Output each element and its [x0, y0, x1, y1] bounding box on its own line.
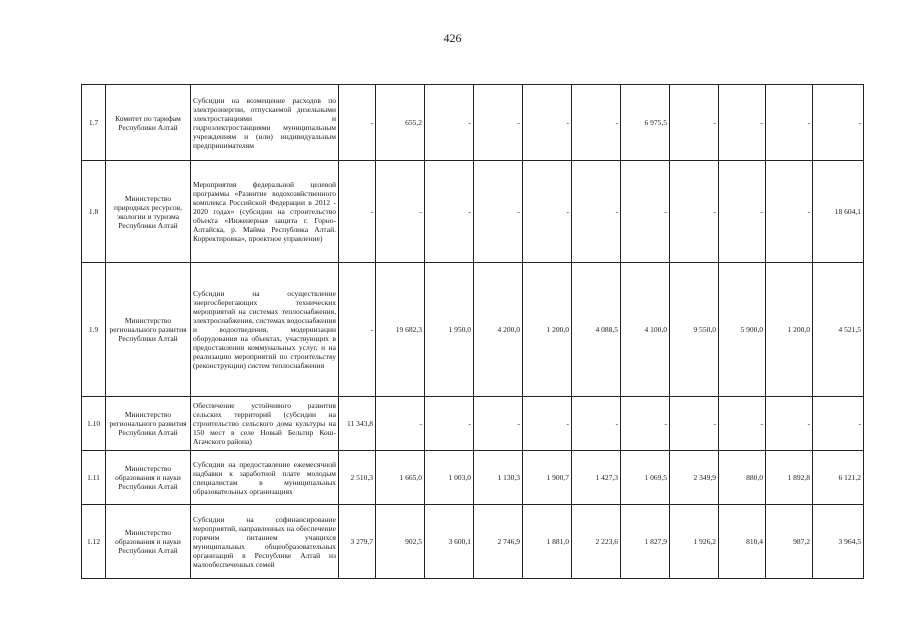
organization-cell: Министерство природных ресурсов, экологии и туризма Республики Алтай	[106, 161, 191, 263]
value-cell: 1 200,0	[766, 263, 813, 397]
value-cell: -	[766, 85, 813, 161]
value-cell: -	[474, 85, 523, 161]
value-cell: -	[339, 161, 376, 263]
description-cell: Субсидии на осуществление энергосберегающих технических мероприятий на системах теплоснабжения, электроснабжения, системах водоснабжения и водоотведения, модернизации оборудования на объектах, участвующих в предоставлении коммунальных услуг, и на реализацию мероприятий по строительству (реконструкции) систем теплоснабжения	[191, 263, 339, 397]
value-cell: -	[425, 161, 474, 263]
value-cell: 3 279,7	[339, 505, 376, 579]
value-cell: 880,0	[719, 451, 766, 505]
budget-table	[81, 84, 864, 579]
row-number: 1.7	[82, 85, 106, 161]
value-cell: 3 964,5	[813, 505, 864, 579]
table-row	[82, 85, 864, 161]
value-cell: -	[339, 263, 376, 397]
organization-cell: Министерство образования и науки Республики Алтай	[106, 451, 191, 505]
value-cell: 2 746,9	[474, 505, 523, 579]
value-cell: -	[474, 161, 523, 263]
row-number: 1.10	[82, 397, 106, 451]
value-cell: -	[719, 161, 766, 263]
value-cell: 1 003,0	[425, 451, 474, 505]
table-body	[82, 85, 864, 579]
value-cell: 1 130,3	[474, 451, 523, 505]
value-cell: -	[813, 85, 864, 161]
table-row	[82, 263, 864, 397]
value-cell: 1 665,0	[376, 451, 425, 505]
table-row	[82, 505, 864, 579]
value-cell: -	[766, 397, 813, 451]
row-number: 1.11	[82, 451, 106, 505]
organization-cell: Министерство регионального развития Республики Алтай	[106, 263, 191, 397]
value-cell: 1 900,7	[523, 451, 572, 505]
value-cell: 9 550,0	[670, 263, 719, 397]
value-cell: 4 200,0	[474, 263, 523, 397]
organization-cell: Министерство регионального развития Республики Алтай	[106, 397, 191, 451]
table-row	[82, 397, 864, 451]
value-cell: -	[572, 161, 621, 263]
description-cell: Субсидии на возмещение расходов по электроэнергии, отпускаемой дизельными электростанциями и гидроэлектростанциями муниципальным учреждениям и (или) индивидуальным предпринимателям	[191, 85, 339, 161]
value-cell: 6 121,2	[813, 451, 864, 505]
value-cell: 5 900,0	[719, 263, 766, 397]
value-cell: -	[813, 397, 864, 451]
description-cell: Субсидии на софинансирование мероприятий, направленных на обеспечение горячим питанием учащихся муниципальных общеобразовательных организаций в Республике Алтай из малообеспеченных семей	[191, 505, 339, 579]
value-cell: -	[719, 85, 766, 161]
value-cell: 2 223,6	[572, 505, 621, 579]
value-cell: 19 682,3	[376, 263, 425, 397]
value-cell: 2 510,3	[339, 451, 376, 505]
table-row	[82, 451, 864, 505]
value-cell: -	[572, 397, 621, 451]
description-cell: Обеспечение устойчивого развития сельских территорий (субсидии на строительство сельского дома культуры на 150 мест в селе Новый Бельтир Кош-Агачского района)	[191, 397, 339, 451]
table-row	[82, 161, 864, 263]
value-cell: 655,2	[376, 85, 425, 161]
value-cell: -	[523, 161, 572, 263]
value-cell: 4 088,5	[572, 263, 621, 397]
page-number: 426	[443, 31, 462, 45]
organization-cell: Министерство образования и науки Республики Алтай	[106, 505, 191, 579]
value-cell: 2 349,9	[670, 451, 719, 505]
value-cell: 1 069,5	[621, 451, 670, 505]
value-cell: 1 827,9	[621, 505, 670, 579]
value-cell: -	[376, 161, 425, 263]
value-cell: -	[523, 85, 572, 161]
description-cell: Мероприятия федеральной целевой программы «Развитие водохозяйственного комплекса Российской Федерации в 2012 - 2020 годах» (субсидии на строительство объекта «Инженерная защита г. Горно-Алтайска, р. Майма Республика Алтай. Корректировка», проектное управление)	[191, 161, 339, 263]
value-cell: -	[670, 397, 719, 451]
value-cell: -	[474, 397, 523, 451]
value-cell: -	[766, 161, 813, 263]
description-cell: Субсидии на предоставление ежемесячной надбавки к заработной плате молодым специалистам в муниципальных образовательных организациях	[191, 451, 339, 505]
row-number: 1.9	[82, 263, 106, 397]
value-cell: -	[376, 397, 425, 451]
value-cell: 1 950,0	[425, 263, 474, 397]
value-cell: 6 975,5	[621, 85, 670, 161]
row-number: 1.12	[82, 505, 106, 579]
value-cell: -	[425, 397, 474, 451]
row-number: 1.8	[82, 161, 106, 263]
value-cell: 902,5	[376, 505, 425, 579]
value-cell: -	[670, 85, 719, 161]
value-cell: 3 600,1	[425, 505, 474, 579]
value-cell: 4 521,5	[813, 263, 864, 397]
value-cell: -	[339, 85, 376, 161]
value-cell: 1 892,8	[766, 451, 813, 505]
value-cell: -	[719, 397, 766, 451]
value-cell: 1 427,3	[572, 451, 621, 505]
value-cell: -	[425, 85, 474, 161]
value-cell: 4 100,0	[621, 263, 670, 397]
value-cell: 11 343,8	[339, 397, 376, 451]
organization-cell: Комитет по тарифам Республики Алтай	[106, 85, 191, 161]
value-cell: 810,4	[719, 505, 766, 579]
value-cell: 1 881,0	[523, 505, 572, 579]
value-cell: -	[572, 85, 621, 161]
value-cell: -	[621, 161, 670, 263]
value-cell: 18 604,1	[813, 161, 864, 263]
value-cell: -	[523, 397, 572, 451]
value-cell: 987,2	[766, 505, 813, 579]
value-cell: -	[621, 397, 670, 451]
value-cell: 1 200,0	[523, 263, 572, 397]
value-cell: 1 926,2	[670, 505, 719, 579]
value-cell: -	[670, 161, 719, 263]
